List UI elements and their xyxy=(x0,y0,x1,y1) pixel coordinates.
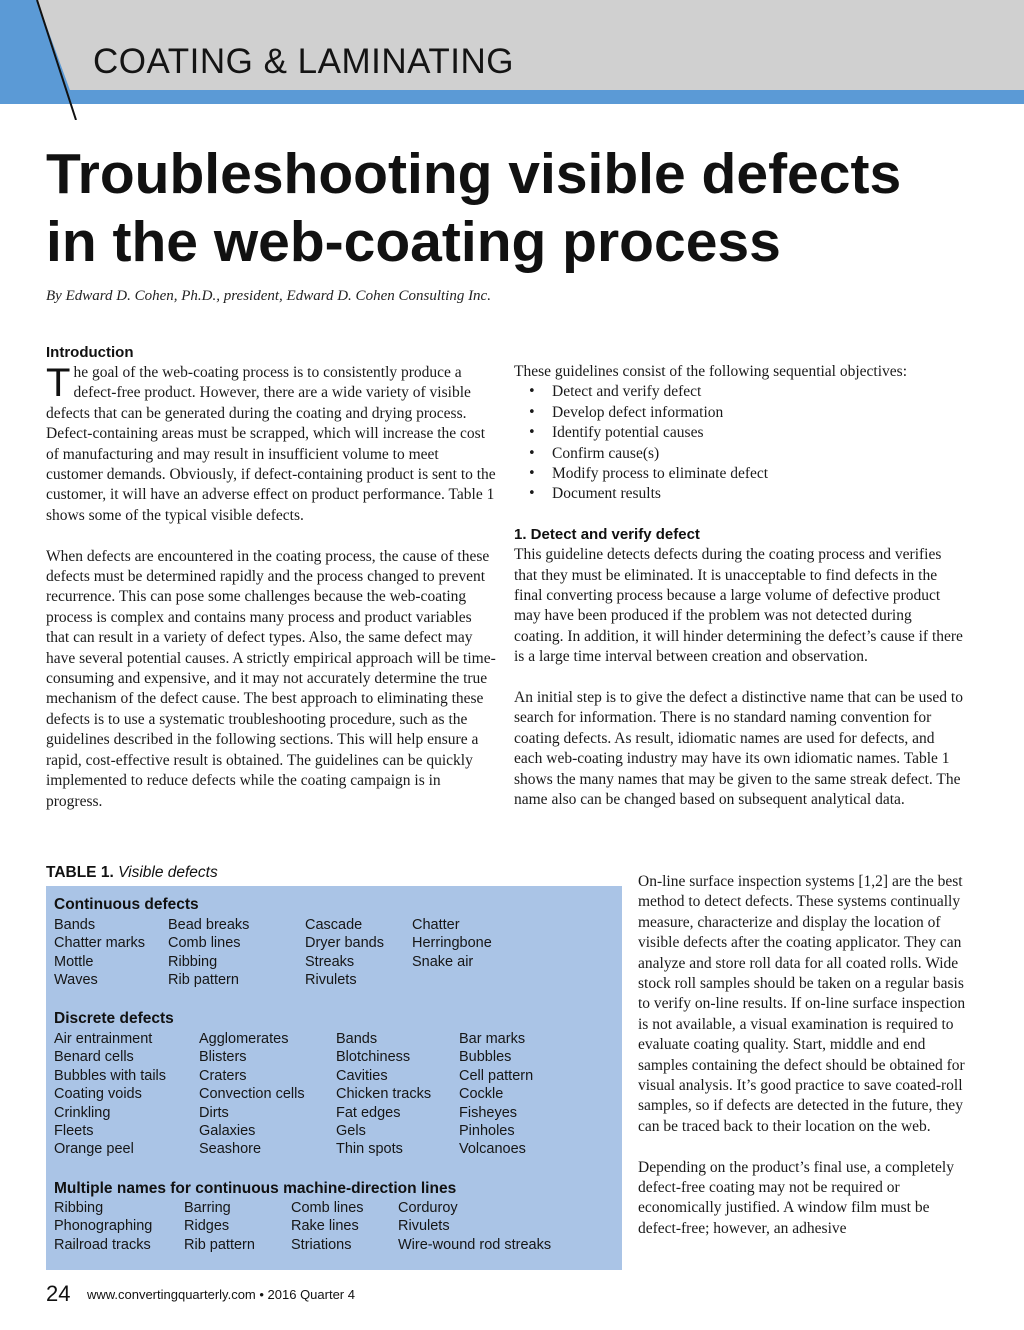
table-cell: Coating voids xyxy=(54,1086,142,1103)
table-cell: Rake lines xyxy=(291,1218,359,1235)
table-cell: Dirts xyxy=(199,1104,229,1121)
objectives-intro: These guidelines consist of the following sequential objectives: xyxy=(514,363,908,380)
table-cell: Seashore xyxy=(199,1141,262,1158)
table-cell: Wire-wound rod streaks xyxy=(398,1236,552,1253)
table-cell: Striations xyxy=(291,1236,352,1253)
inspection-paragraph: On-line surface inspection systems [1,2] are the best method to detect defects. These systems continually measure, characterize and display the location of visible defects after the coating applicator. They can analyze and store roll data for all coated rolls. Wide stock roll samples should be taken on a regular basis to verify on-line results. If on-line surface inspection is not available, a visual examination is required to evaluate coating quality. Start, middle and end samples containing the defect should be obtained for visual analysis. It’s good practice to save coated-roll samples, so if defects are detected in the future, they can be traced back to their location on the web. xyxy=(638,873,966,1135)
table-cell: Cockle xyxy=(459,1086,504,1103)
table-cell: Benard cells xyxy=(54,1049,134,1066)
list-item: • Detect and verify defect xyxy=(528,382,964,402)
article-byline: By Edward D. Cohen, Ph.D., president, Edward D. Cohen Consulting Inc. xyxy=(46,288,491,304)
table-cell: Bands xyxy=(54,917,96,933)
drop-cap: T xyxy=(46,361,71,405)
table-cell: Ribbing xyxy=(168,953,218,970)
table-cell: Phonographing xyxy=(54,1218,153,1235)
introduction-heading: Introduction xyxy=(46,344,134,361)
continuous-defects-heading: Continuous defects xyxy=(54,896,199,913)
table-cell: Rivulets xyxy=(398,1218,450,1235)
introduction-paragraph-2: When defects are encountered in the coating process, the cause of these defects must be determined rapidly and the process changed to prevent recurrence. This can pose some challenges because the web-coating process is complex and contains many process and product variables that can result in a variety of defect types. Also, the same defect may have several potential causes. A strictly empirical approach will be time-consuming and expensive, and it may not accurately determine the true mechanism of the defect cause. The best approach to eliminating these defects is to use a systematic troubleshooting procedure, such as the guidelines described in the following sections. This will help ensure a rapid, cost-effective result is obtained. The guidelines can be quickly implemented to reduce defects while the coating campaign is in progress. xyxy=(46,547,496,810)
table-cell: Waves xyxy=(54,972,98,989)
article-title xyxy=(46,140,1006,276)
table-cell: Blisters xyxy=(199,1049,247,1066)
list-item: • Document results xyxy=(528,484,964,504)
article-title-line-1: Troubleshooting visible defects xyxy=(46,142,902,206)
detect-verify-heading: 1. Detect and verify defect xyxy=(514,526,700,544)
table-cell: Chicken tracks xyxy=(336,1086,432,1103)
page-number: 24 xyxy=(46,1281,71,1306)
table-cell: Mottle xyxy=(54,953,94,970)
detect-verify-paragraph-2: An initial step is to give the defect a distinctive name that can be used to search for information. There is no standard naming convention for coating defects. As result, idiomatic names are used for defects, and each web-coating industry may have its own idiomatic names. Table 1 shows the many names that may be given to the same streak defect. The name also can be changed based on subsequent analytical data. xyxy=(514,689,963,809)
right-column xyxy=(514,362,964,811)
list-item: • Develop defect information xyxy=(528,403,964,423)
table-cell: Corduroy xyxy=(398,1200,458,1216)
table-cell: Fat edges xyxy=(336,1104,401,1121)
table-cell: Herringbone xyxy=(412,935,492,952)
table-cell: Agglomerates xyxy=(199,1031,289,1047)
table-cell: Streaks xyxy=(305,953,355,970)
table-caption-label: TABLE 1. xyxy=(46,864,114,881)
table-cell: Cell pattern xyxy=(459,1067,534,1084)
continuous-defects-grid xyxy=(54,916,532,990)
table-cell: Convection cells xyxy=(199,1086,305,1103)
table-caption-title: Visible defects xyxy=(118,864,218,881)
lower-right-column xyxy=(638,872,966,1239)
table-cell: Ribbing xyxy=(54,1200,104,1216)
table-cell: Crinkling xyxy=(54,1104,111,1121)
multiple-names-heading: Multiple names for continuous machine-direction lines xyxy=(54,1180,457,1197)
left-column xyxy=(46,343,496,812)
table-cell: Barring xyxy=(184,1200,231,1216)
page-footer xyxy=(46,1281,355,1307)
list-item: • Confirm cause(s) xyxy=(528,444,964,464)
section-label: COATING & LAMINATING xyxy=(93,42,514,81)
multiple-names-grid xyxy=(54,1199,568,1254)
introduction-paragraph-1 xyxy=(46,363,496,526)
table-cell: Bead breaks xyxy=(168,917,250,933)
table-cell: Railroad tracks xyxy=(54,1236,151,1253)
table-cell: Comb lines xyxy=(291,1200,364,1216)
objectives-list xyxy=(514,382,964,504)
table-cell: Pinholes xyxy=(459,1123,515,1140)
table-cell: Volcanoes xyxy=(459,1141,526,1158)
list-item: • Identify potential causes xyxy=(528,423,964,443)
table-cell: Rib pattern xyxy=(184,1236,255,1253)
final-use-paragraph: Depending on the product’s final use, a completely defect-free coating may not be required or economically justified. A window film must be defect-free; however, an adhesive xyxy=(638,1158,954,1237)
table-cell: Comb lines xyxy=(168,935,241,952)
discrete-defects-heading: Discrete defects xyxy=(54,1010,174,1027)
table-cell: Bubbles with tails xyxy=(54,1067,167,1084)
table-cell: Snake air xyxy=(412,953,474,970)
table-cell: Cascade xyxy=(305,917,363,933)
table-cell: Air entrainment xyxy=(54,1031,153,1047)
detect-verify-paragraph-1: This guideline detects defects during the coating process and verifies that they must be eliminated. It is unacceptable to find defects in the final converting process because a large volume of defective product may have been produced if the problem was not detected during coating. In addition, it will hinder determining the defect’s cause if there is a large time interval between creation and observation. xyxy=(514,546,963,666)
header-corner-graphic xyxy=(0,0,80,120)
table-cell: Blotchiness xyxy=(336,1049,411,1066)
article-title-line-2: in the web-coating process xyxy=(46,210,781,274)
table-cell: Bar marks xyxy=(459,1031,526,1047)
list-item: • Modify process to eliminate defect xyxy=(528,464,964,484)
table-cell: Craters xyxy=(199,1067,247,1084)
table-caption xyxy=(46,864,218,882)
publication-info: www.convertingquarterly.com • 2016 Quarter 4 xyxy=(86,1286,355,1302)
table-cell: Cavities xyxy=(336,1067,388,1084)
discrete-defects-grid xyxy=(54,1030,579,1159)
table-cell: Dryer bands xyxy=(305,935,384,952)
table-cell: Rib pattern xyxy=(168,972,239,989)
table-cell: Rivulets xyxy=(305,972,357,989)
table-cell: Chatter marks xyxy=(54,935,146,952)
table-cell: Galaxies xyxy=(199,1123,256,1140)
table-cell: Gels xyxy=(336,1123,366,1140)
table-cell: Fleets xyxy=(54,1123,94,1140)
table-cell: Fisheyes xyxy=(459,1104,518,1121)
table-cell: Bands xyxy=(336,1031,378,1047)
table-cell: Chatter xyxy=(412,917,460,933)
table-cell: Ridges xyxy=(184,1218,230,1235)
table-cell: Bubbles xyxy=(459,1049,512,1066)
introduction-paragraph-1-text: he goal of the web-coating process is to consistently produce a defect-free product. However, there are a wide variety of visible defects that can be generated during the coating and drying process. Defect-containing areas must be scrapped, which will increase the cost of manufacturing and may result in insufficient volume to meet customer demands. Obviously, if defect-containing product is sent to the customer, it will have an adverse effect on product performance. Table 1 shows some of the typical visible defects. xyxy=(46,364,496,524)
header-accent-stripe xyxy=(0,90,1024,104)
table-cell: Orange peel xyxy=(54,1141,134,1158)
table-cell: Thin spots xyxy=(336,1141,403,1158)
